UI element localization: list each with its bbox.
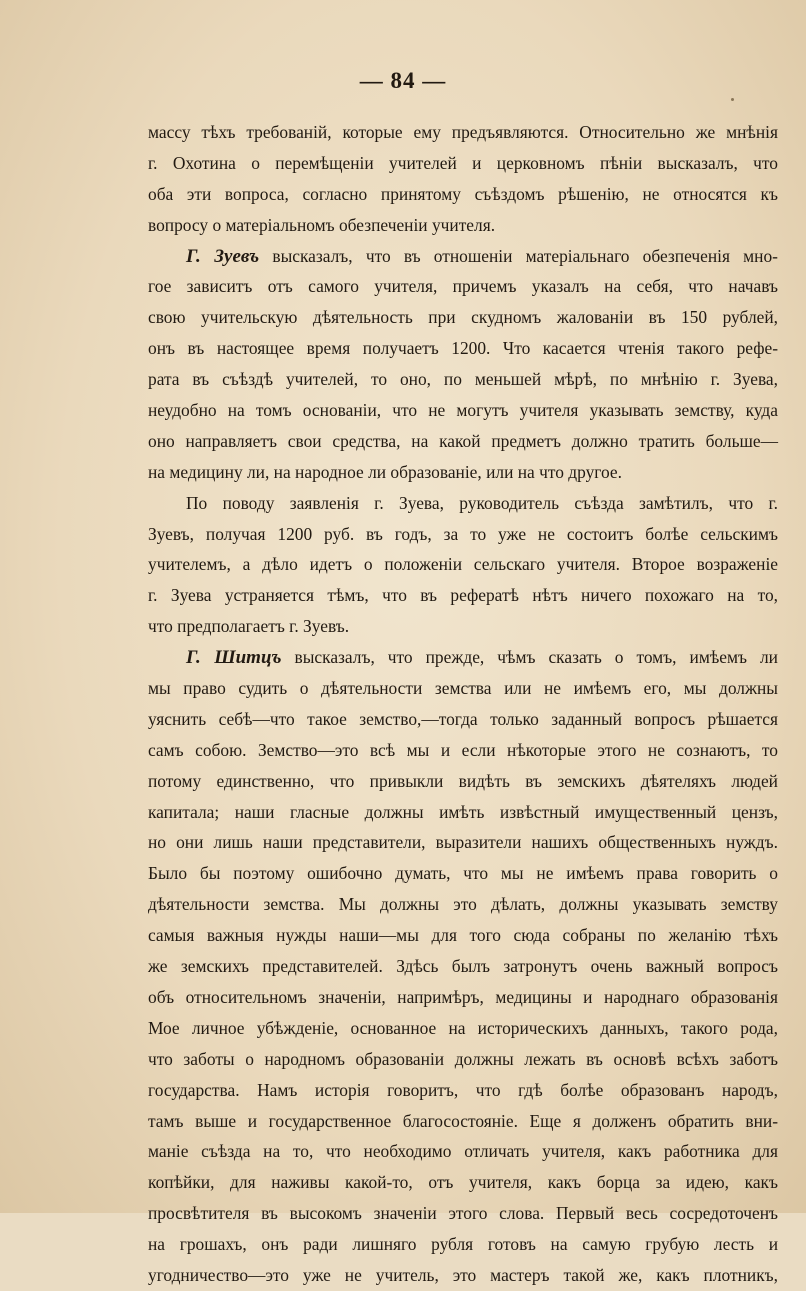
page-number: — 84 —	[359, 68, 447, 93]
text-line	[148, 827, 778, 858]
line-text: самыя важныя нужды наши—мы для того сюда собраны по желанію тѣхъ	[148, 925, 778, 946]
line-text: высказалъ, что прежде, чѣмъ сказать о томъ, имѣемъ ли	[281, 647, 778, 668]
line-text: Было бы поэтому ошибочно думать, что мы не имѣемъ права говорить о	[148, 863, 778, 884]
line-text: рата въ съѣздѣ учителей, то оно, по меньшей мѣрѣ, по мнѣнію г. Зуева,	[148, 369, 778, 390]
line-text: Зуевъ, получая 1200 руб. въ годъ, за то уже не состоитъ болѣе сельскимъ	[148, 523, 778, 544]
speaker-name: Г. Зуевъ	[186, 245, 260, 267]
text-line	[148, 1198, 778, 1229]
text-line	[148, 519, 778, 550]
text-line	[148, 1013, 778, 1044]
line-text: капитала; наши гласные должны имѣть извѣстный имущественный цензъ,	[148, 801, 778, 822]
text-line	[148, 982, 778, 1013]
line-text: Мое личное убѣжденіе, основанное на историческихъ данныхъ, такого рода,	[148, 1017, 778, 1038]
text-line	[148, 1229, 778, 1260]
text-line	[148, 611, 778, 642]
line-text: потому единственно, что привыкли видѣть въ земскихъ дѣятеляхъ людей	[148, 770, 778, 791]
text-line	[148, 395, 778, 426]
line-text: мы право судить о дѣятельности земства или не имѣемъ его, мы должны	[148, 678, 778, 699]
text-line	[148, 488, 778, 519]
line-text: объ относительномъ значеніи, напримѣръ, медицины и народнаго образованія	[148, 986, 778, 1007]
text-line	[148, 271, 778, 302]
line-text: гое зависитъ отъ самого учителя, причемъ указалъ на себя, что начавъ	[148, 276, 778, 297]
line-text: г. Охотина о перемѣщеніи учителей и церковномъ пѣніи высказалъ, что	[148, 152, 778, 173]
line-text: высказалъ, что въ отношеніи матеріальнаго обезпеченія мно-	[259, 245, 778, 266]
line-text: копѣйки, для наживы какой-то, отъ учителя, какъ борца за идею, какъ	[148, 1172, 778, 1193]
paragraph-start-line	[148, 241, 778, 272]
text-line	[148, 1167, 778, 1198]
line-text: неудобно на томъ основаніи, что не могутъ учителя указывать земству, куда	[148, 400, 778, 421]
line-text: что предполагаетъ г. Зуевъ.	[148, 616, 350, 637]
line-text: свою учительскую дѣятельность при скудномъ жалованіи въ 150 рублей,	[148, 307, 778, 328]
text-line	[148, 858, 778, 889]
line-text: г. Зуева устраняется тѣмъ, что въ рефератѣ нѣтъ ничего похожаго на то,	[148, 585, 778, 606]
text-line	[148, 1260, 778, 1291]
line-text: учителемъ, а дѣло идетъ о положеніи сельскаго учителя. Второе возраженіе	[148, 554, 778, 575]
line-text: же земскихъ представителей. Здѣсь былъ затронутъ очень важный вопросъ	[148, 956, 778, 977]
speaker-name: Г. Шитцъ	[186, 647, 282, 669]
text-line	[148, 179, 778, 210]
line-text: дѣятельности земства. Мы должны это дѣлать, должны указывать земству	[148, 894, 778, 915]
paragraph-start-line	[148, 642, 778, 673]
text-line	[148, 210, 778, 241]
line-text: уяснить себѣ—что такое земство,—тогда только заданный вопросъ рѣшается	[148, 708, 778, 729]
line-text: просвѣтителя въ высокомъ значеніи этого слова. Первый весь сосредоточенъ	[148, 1203, 778, 1224]
text-line	[148, 951, 778, 982]
text-line	[148, 1136, 778, 1167]
text-line	[148, 704, 778, 735]
text-line	[148, 364, 778, 395]
text-line	[148, 117, 778, 148]
text-line	[148, 673, 778, 704]
body-text	[148, 117, 778, 1291]
text-line	[148, 735, 778, 766]
text-line	[148, 920, 778, 951]
text-line	[148, 797, 778, 828]
line-text: маніе съѣзда на то, что необходимо отличать учителя, какъ работника для	[148, 1141, 778, 1162]
line-text: на медицину ли, на народное ли образованіе, или на что другое.	[148, 461, 622, 482]
line-text: массу тѣхъ требованій, которые ему предъявляются. Относительно же мнѣнія	[148, 122, 778, 142]
line-text: онъ въ настоящее время получаетъ 1200. Что касается чтенія такого рефе-	[148, 338, 778, 359]
line-text: на грошахъ, онъ ради лишняго рубля готовъ на самую грубую лесть и	[148, 1234, 778, 1255]
line-text: По поводу заявленія г. Зуева, руководитель съѣзда замѣтилъ, что г.	[186, 492, 778, 513]
line-text: оба эти вопроса, согласно принятому съѣздомъ рѣшенію, не относятся къ	[148, 183, 778, 204]
text-line	[148, 333, 778, 364]
text-line	[148, 148, 778, 179]
text-line	[148, 302, 778, 333]
line-text: государства. Намъ исторія говоритъ, что гдѣ болѣе образованъ народъ,	[148, 1079, 778, 1100]
text-line	[148, 426, 778, 457]
text-line	[148, 1075, 778, 1106]
line-text: оно направляетъ свои средства, на какой предметъ должно тратить больше—	[148, 430, 778, 451]
text-line	[148, 1044, 778, 1075]
text-line	[148, 549, 778, 580]
line-text: самъ собою. Земство—это всѣ мы и если нѣкоторые этого не сознаютъ, то	[148, 739, 778, 760]
text-line	[148, 580, 778, 611]
text-line	[148, 1106, 778, 1137]
line-text: что заботы о народномъ образованіи должны лежать въ основѣ всѣхъ заботъ	[148, 1048, 778, 1069]
text-line	[148, 457, 778, 488]
text-line	[148, 766, 778, 797]
line-text: тамъ выше и государственное благосостояніе. Еще я долженъ обратить вни-	[148, 1110, 778, 1131]
line-text: угодничество—это уже не учитель, это мастеръ такой же, какъ плотникъ,	[148, 1264, 778, 1285]
line-text: вопросу о матеріальномъ обезпеченіи учителя.	[148, 214, 496, 235]
ink-speck	[731, 98, 734, 101]
text-line	[148, 889, 778, 920]
line-text: но они лишь наши представители, выразители нашихъ общественныхъ нуждъ.	[148, 832, 778, 853]
